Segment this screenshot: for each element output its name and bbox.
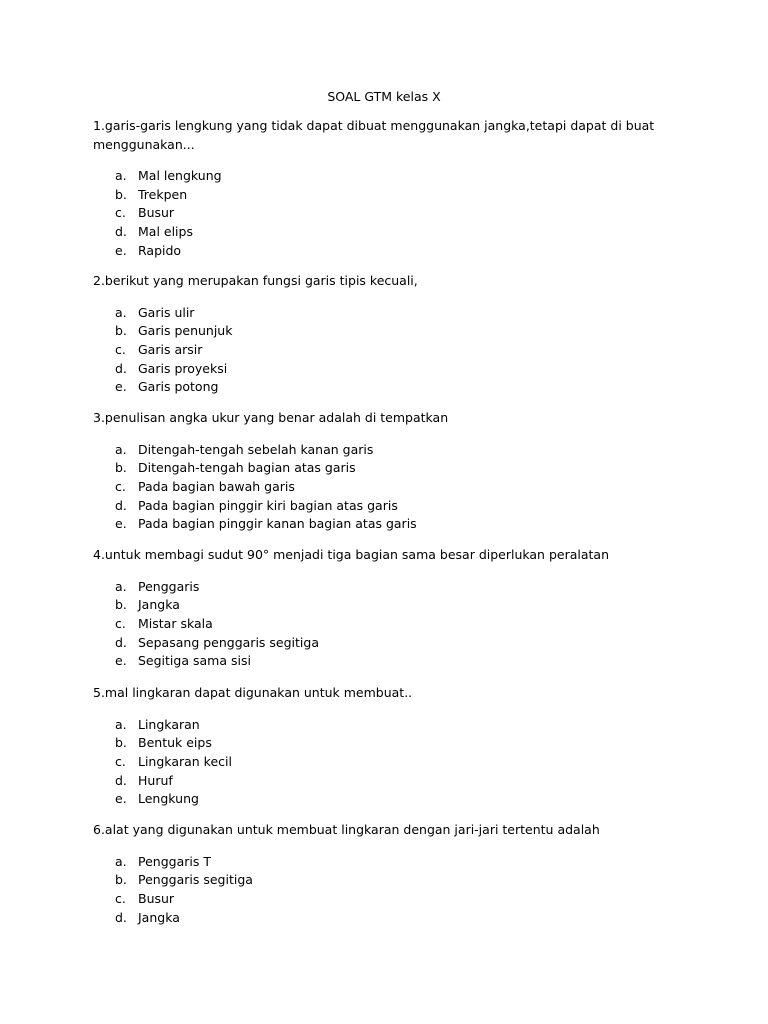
question-text: 1.garis-garis lengkung yang tidak dapat dibuat menggunakan jangka,tetapi dapat di buat menggunakan... [93, 118, 655, 152]
option-text: Sepasang penggaris segitiga [138, 634, 319, 650]
option-text: Pada bagian bawah garis [138, 478, 295, 494]
option-text: Pada bagian pinggir kiri bagian atas garis [138, 497, 398, 513]
question-2 [93, 272, 693, 397]
option-letter: d. [115, 772, 127, 788]
option-text: Bentuk eips [138, 735, 212, 751]
option-text: Trekpen [138, 186, 188, 202]
option-item [93, 515, 693, 534]
option-letter: c. [115, 205, 126, 221]
option-text: Garis arsir [138, 341, 203, 357]
option-item [93, 790, 693, 809]
option-text: Lingkaran [138, 716, 200, 732]
option-item [93, 459, 693, 478]
option-letter: c. [115, 890, 126, 906]
option-list [93, 716, 693, 809]
option-text: Ditengah-tengah bagian atas garis [138, 460, 356, 476]
option-item [93, 204, 693, 223]
option-text: Pada bagian pinggir kanan bagian atas garis [138, 516, 417, 532]
option-letter: c. [115, 615, 126, 631]
option-item [93, 378, 693, 397]
option-item [93, 341, 693, 360]
option-item [93, 871, 693, 890]
question-3 [93, 409, 693, 534]
option-text: Rapido [138, 242, 182, 258]
option-letter: e. [115, 379, 127, 395]
option-letter: e. [115, 516, 127, 532]
option-text: Busur [138, 205, 175, 221]
option-letter: a. [115, 168, 127, 183]
option-item [93, 853, 693, 872]
option-letter: a. [115, 441, 127, 457]
option-item [93, 909, 693, 928]
option-item [93, 223, 693, 242]
option-text: Huruf [138, 772, 173, 788]
option-letter: a. [115, 853, 127, 869]
option-text: Garis potong [138, 379, 219, 395]
option-text: Mistar skala [138, 615, 213, 631]
option-item [93, 497, 693, 516]
option-text: Jangka [138, 597, 180, 613]
option-text: Segitiga sama sisi [138, 653, 251, 669]
option-item [93, 441, 693, 460]
option-item [93, 167, 693, 186]
option-item [93, 596, 693, 615]
option-letter: e. [115, 653, 127, 669]
option-letter: d. [115, 909, 127, 925]
option-letter: d. [115, 634, 127, 650]
option-item [93, 304, 693, 323]
option-text: Mal lengkung [138, 168, 222, 183]
option-text: Jangka [138, 909, 180, 925]
option-text: Penggaris segitiga [138, 872, 253, 888]
option-list [93, 167, 693, 260]
option-letter: b. [115, 735, 127, 751]
option-letter: b. [115, 460, 127, 476]
option-item [93, 360, 693, 379]
option-item [93, 322, 693, 341]
question-text: 3.penulisan angka ukur yang benar adalah di tempatkan [93, 410, 449, 425]
question-text: 5.mal lingkaran dapat digunakan untuk membuat.. [93, 685, 413, 700]
option-item [93, 186, 693, 205]
option-item [93, 634, 693, 653]
option-item [93, 716, 693, 735]
document-title: SOAL GTM kelas X [327, 89, 441, 104]
option-letter: d. [115, 497, 127, 513]
option-item [93, 734, 693, 753]
option-letter: b. [115, 872, 127, 888]
option-item [93, 652, 693, 671]
option-letter: a. [115, 304, 127, 320]
question-4 [93, 546, 693, 671]
option-item [93, 478, 693, 497]
option-text: Garis penunjuk [138, 323, 233, 339]
option-letter: c. [115, 478, 126, 494]
option-item [93, 890, 693, 909]
option-text: Garis ulir [138, 304, 195, 320]
option-letter: b. [115, 597, 127, 613]
question-text: 4.untuk membagi sudut 90° menjadi tiga bagian sama besar diperlukan peralatan [93, 547, 609, 562]
option-list [93, 578, 693, 671]
option-item [93, 615, 693, 634]
option-text: Garis proyeksi [138, 360, 228, 376]
option-letter: a. [115, 578, 127, 594]
option-letter: e. [115, 791, 127, 807]
option-letter: d. [115, 360, 127, 376]
option-letter: b. [115, 323, 127, 339]
option-letter: e. [115, 242, 127, 258]
option-letter: c. [115, 753, 126, 769]
option-item [93, 578, 693, 597]
option-list [93, 441, 693, 534]
option-text: Ditengah-tengah sebelah kanan garis [138, 441, 374, 457]
option-text: Lingkaran kecil [138, 753, 232, 769]
option-item [93, 242, 693, 261]
option-letter: c. [115, 341, 126, 357]
option-text: Penggaris T [138, 853, 211, 869]
option-list [93, 304, 693, 397]
option-item [93, 753, 693, 772]
question-6 [93, 821, 693, 927]
question-text: 6.alat yang digunakan untuk membuat lingkaran dengan jari-jari tertentu adalah [93, 822, 600, 837]
option-text: Lengkung [138, 791, 199, 807]
question-text: 2.berikut yang merupakan fungsi garis tipis kecuali, [93, 273, 418, 288]
option-item [93, 772, 693, 791]
question-5 [93, 684, 693, 809]
question-1 [93, 117, 693, 260]
option-letter: a. [115, 716, 127, 732]
option-text: Penggaris [138, 578, 200, 594]
option-text: Mal elips [138, 224, 193, 240]
option-letter: b. [115, 186, 127, 202]
option-text: Busur [138, 890, 175, 906]
option-list [93, 853, 693, 928]
option-letter: d. [115, 224, 127, 240]
